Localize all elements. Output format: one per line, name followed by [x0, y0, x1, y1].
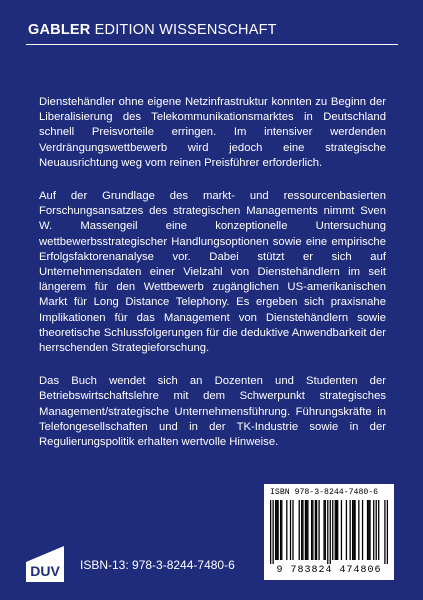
barcode-bar — [311, 500, 312, 560]
barcode-bar — [302, 500, 303, 560]
barcode-bar — [316, 500, 317, 560]
barcode-bar — [318, 500, 319, 560]
barcode-bar — [376, 500, 377, 560]
barcode-bar — [378, 500, 379, 560]
barcode-bar — [384, 500, 385, 564]
barcode-bar — [286, 500, 287, 560]
ean-barcode — [270, 500, 388, 564]
barcode-bar — [349, 500, 350, 560]
barcode-bar — [362, 500, 363, 560]
barcode-bar — [306, 500, 307, 560]
isbn13-text: ISBN-13: 978-3-8244-7480-6 — [80, 558, 235, 572]
barcode-bar — [330, 500, 331, 564]
barcode-bar — [354, 500, 355, 560]
barcode-bar — [312, 500, 313, 560]
barcode-bar — [367, 500, 368, 560]
barcode-bar — [368, 500, 369, 560]
barcode-panel — [264, 484, 394, 580]
series-name: EDITION WISSENSCHAFT — [94, 22, 277, 38]
barcode-bar — [352, 500, 353, 560]
barcode-bar — [276, 500, 277, 560]
header-rule — [26, 44, 398, 45]
barcode-digits: 9 783824 474806 — [276, 565, 382, 576]
logo-text: DUV — [30, 563, 60, 579]
barcode-bar — [281, 500, 282, 560]
barcode-bar — [272, 500, 273, 564]
barcode-bar — [275, 500, 276, 560]
barcode-bar — [335, 500, 336, 560]
barcode-bar — [327, 500, 328, 564]
publisher-brand: GABLER — [28, 22, 91, 38]
barcode-bar — [325, 500, 326, 560]
barcode-bar — [336, 500, 337, 560]
barcode-bar — [277, 500, 278, 560]
barcode-bar — [346, 500, 347, 560]
barcode-bar — [307, 500, 308, 560]
barcode-bar — [353, 500, 354, 560]
barcode-bar — [305, 500, 306, 560]
barcode-bar — [280, 500, 281, 560]
barcode-bar — [332, 500, 333, 560]
barcode-bar — [369, 500, 370, 560]
barcode-bar — [299, 500, 300, 560]
barcode-bar — [337, 500, 338, 560]
blurb-paragraph-3: Das Buch wendet sich an Dozenten und Studenten der Betriebswirtschaftslehre mit dem Schwerpunkt strategisches Management/strategische Unternehmensführung. Führungskräfte in Telefongesellschaften und in der TK-Industrie sowie in der Regulierungspolitik erhalten wertvolle Hinweise. — [39, 375, 386, 449]
barcode-bar — [341, 500, 342, 560]
duv-logo — [26, 546, 64, 582]
blurb-paragraph-1: Dienstehändler ohne eigene Netzinfrastruktur konnten zu Beginn der Liberalisierung des Telekommunikationsmarktes in Deutschland schnell Preisvorteile erringen. Im intensiver werdenden Verdrängungswettbewerb wird jedoch eine strategische Neuausrichtung weg vom reinen Preisführer erforderlich. — [39, 96, 386, 169]
barcode-bar — [290, 500, 291, 560]
barcode-bar — [292, 500, 293, 560]
barcode-bar — [373, 500, 374, 560]
barcode-bar — [301, 500, 302, 560]
barcode-bar — [270, 500, 271, 564]
blurb — [39, 95, 386, 468]
barcode-bar — [323, 500, 324, 560]
series-header — [28, 22, 398, 38]
barcode-bar — [315, 500, 316, 560]
barcode-bar — [387, 500, 388, 564]
barcode-bar — [358, 500, 359, 560]
blurb-paragraph-2: Auf der Grundlage des markt- und ressourcenbasierten Forschungsansatzes des strategischen Managements nimmt Sven W. Massengeil eine konzeptionelle Untersuchung wettbewerbsstrategischer Handlungsoptionen sowie eine empirische Erfolgsfaktorenanalyse vor. Dabei stützt er sich auf Unternehmensdaten einer Vielzahl von Dienstehändlern im seit längerem für den Wettbewerb zugänglichen US-amerikanischen Markt für Long Distance Telephony. Es ergeben sich praxisnahe Implikationen für das Management von Dienstehändlern sowie theoretische Schlussfolgerungen für die deduktive Anwendbarkeit der herrschenden Strategieforschung. — [39, 190, 386, 355]
barcode-isbn-label: ISBN 978-3-8244-7480-6 — [270, 488, 379, 497]
